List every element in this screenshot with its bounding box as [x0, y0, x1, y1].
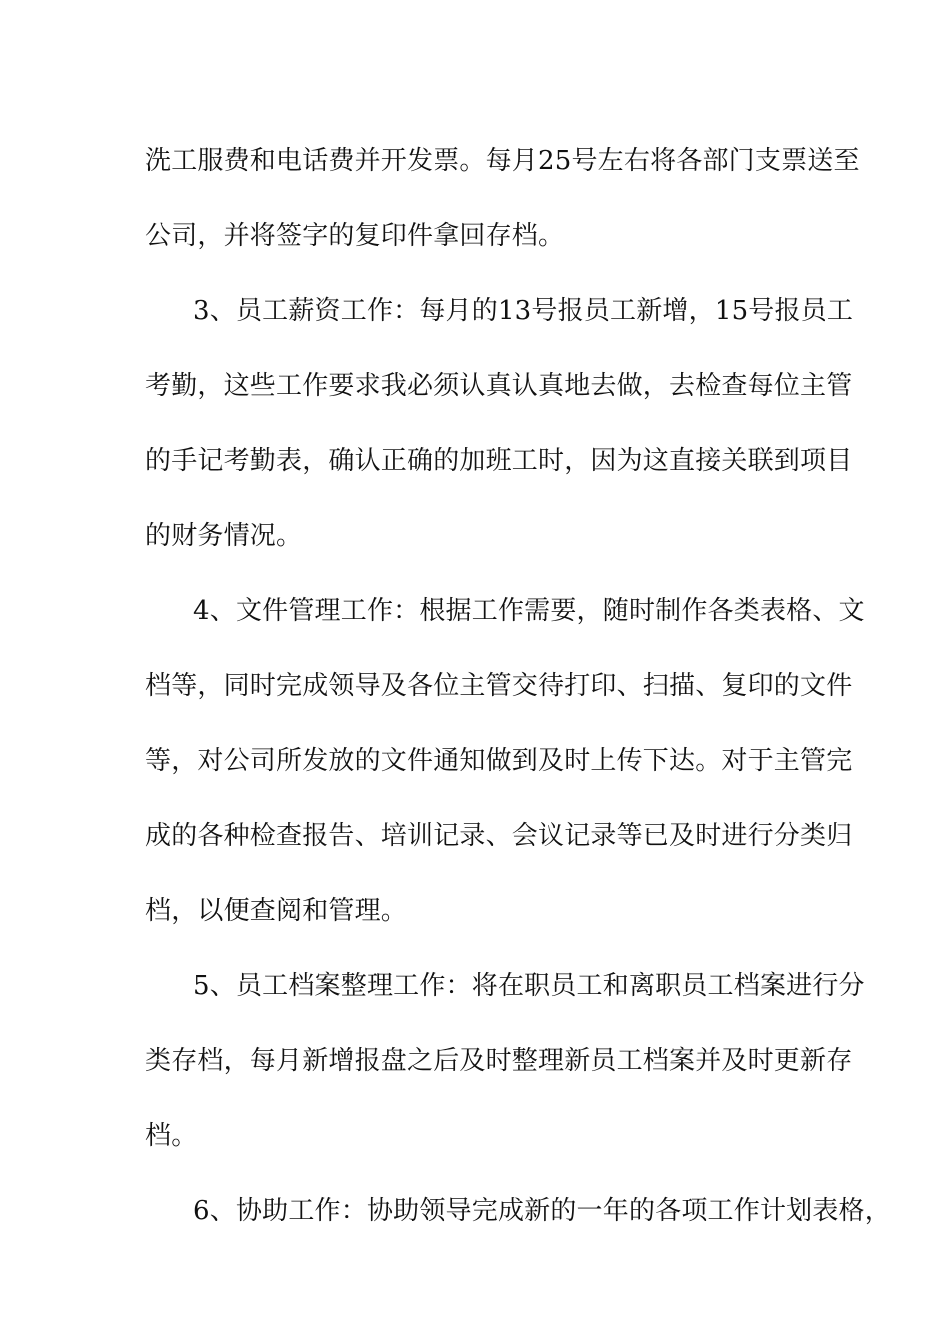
text-line: 考勤，这些工作要求我必须认真认真地去做，去检查每位主管: [145, 371, 853, 401]
paragraph-start-line: 4、文件管理工作：根据工作需要，随时制作各类表格、文: [193, 596, 865, 626]
paragraph-start-line: 3、员工薪资工作：每月的13号报员工新增，15号报员工: [193, 296, 854, 326]
text-line: 档，以便查阅和管理。: [145, 896, 408, 926]
text-line: 类存档，每月新增报盘之后及时整理新员工档案并及时更新存: [145, 1046, 853, 1076]
paragraph-start-line: 5、员工档案整理工作：将在职员工和离职员工档案进行分: [193, 971, 865, 1001]
text-line: 的手记考勤表，确认正确的加班工时，因为这直接关联到项目: [145, 446, 853, 476]
text-line: 公司，并将签字的复印件拿回存档。: [145, 221, 565, 251]
text-line: 档。: [145, 1121, 198, 1151]
paragraph-start-line: 6、协助工作：协助领导完成新的一年的各项工作计划表格，: [193, 1196, 891, 1226]
text-line: 成的各种检查报告、培训记录、会议记录等已及时进行分类归: [145, 821, 853, 851]
text-line: 的财务情况。: [145, 521, 303, 551]
text-line: 洗工服费和电话费并开发票。每月25号左右将各部门支票送至: [145, 146, 860, 176]
text-line: 档等，同时完成领导及各位主管交待打印、扫描、复印的文件: [145, 671, 853, 701]
text-line: 等，对公司所发放的文件通知做到及时上传下达。对于主管完: [145, 746, 853, 776]
document-body: [145, 124, 891, 1249]
